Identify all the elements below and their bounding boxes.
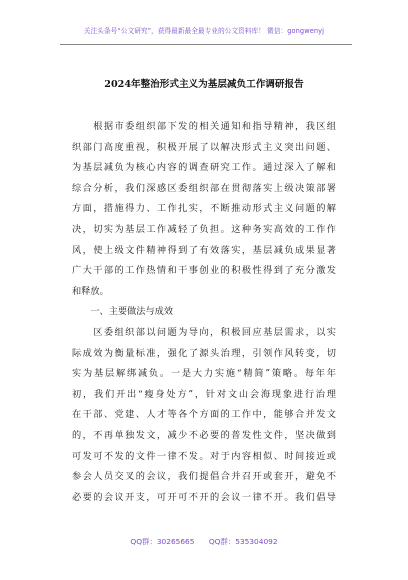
page-footer: [0, 536, 408, 547]
body-line: 织部门高度重视，积极开展了以解决形式主义突出问题、: [72, 141, 336, 153]
body-line: 方面，措施得力、工作扎实，不断推动形式主义问题的解: [72, 203, 336, 215]
body-line: 的，不再单独发文，减少不必要的普发性文件，坚决做到: [72, 429, 336, 441]
body-line: 必要的会议开支，可开可不开的会议一律不开。我们倡导: [72, 491, 336, 503]
footer-qq-group-2: QQ群：535304092: [208, 537, 278, 546]
body-line: 根据市委组织部下发的相关通知和指导精神，我区组: [72, 121, 336, 132]
header-banner: 关注头条号“公文研究”，获得最新最全最专业的公文资料库！ 微信：gongwenyj: [83, 27, 325, 35]
body-line: 综合分析，我们深感区委组织部在贯彻落实上级决策部署: [72, 182, 336, 194]
body-line: 决，切实为基层工作减轻了负担。这种务实高效的工作作: [72, 223, 336, 235]
body-line: 参会人员交叉的会议，我们提倡合并召开或套开，避免不: [72, 471, 336, 483]
body-line: 可发可不发的文件一律不发。对于内容相似、时间接近或: [72, 450, 336, 462]
section-heading: 一、主要做法与成效: [72, 306, 174, 318]
body-line: 和释放。: [72, 285, 109, 297]
footer-qq-group-1: QQ群：30265665: [130, 537, 195, 546]
body-line: 为基层减负为核心内容的调查研究工作。通过深入了解和: [72, 162, 336, 174]
document-body: [72, 117, 336, 508]
body-line: 区委组织部以问题为导向，积极回应基层需求，以实: [72, 326, 336, 338]
document-title: 2024年整治形式主义为基层减负工作调研报告: [104, 79, 304, 90]
body-line: 初，我们开出“瘦身处方”，针对文山会海现象进行治理: [72, 388, 336, 400]
body-line: 际成效为衡量标准，强化了源头治理，引领作风转变，切: [72, 347, 336, 359]
body-line: 在干部、党建、人才等各个方面的工作中，能够合并发文: [72, 409, 336, 421]
body-line: 实为基层解绑减负。一是大力实施“精简”策略。每年年: [72, 368, 336, 380]
body-line: 风，使上级文件精神得到了有效落实，基层减负成果显著: [72, 244, 336, 256]
header-divider: [60, 44, 352, 45]
body-line: 广大干部的工作热情和干事创业的积极性得到了充分激发: [72, 265, 336, 277]
